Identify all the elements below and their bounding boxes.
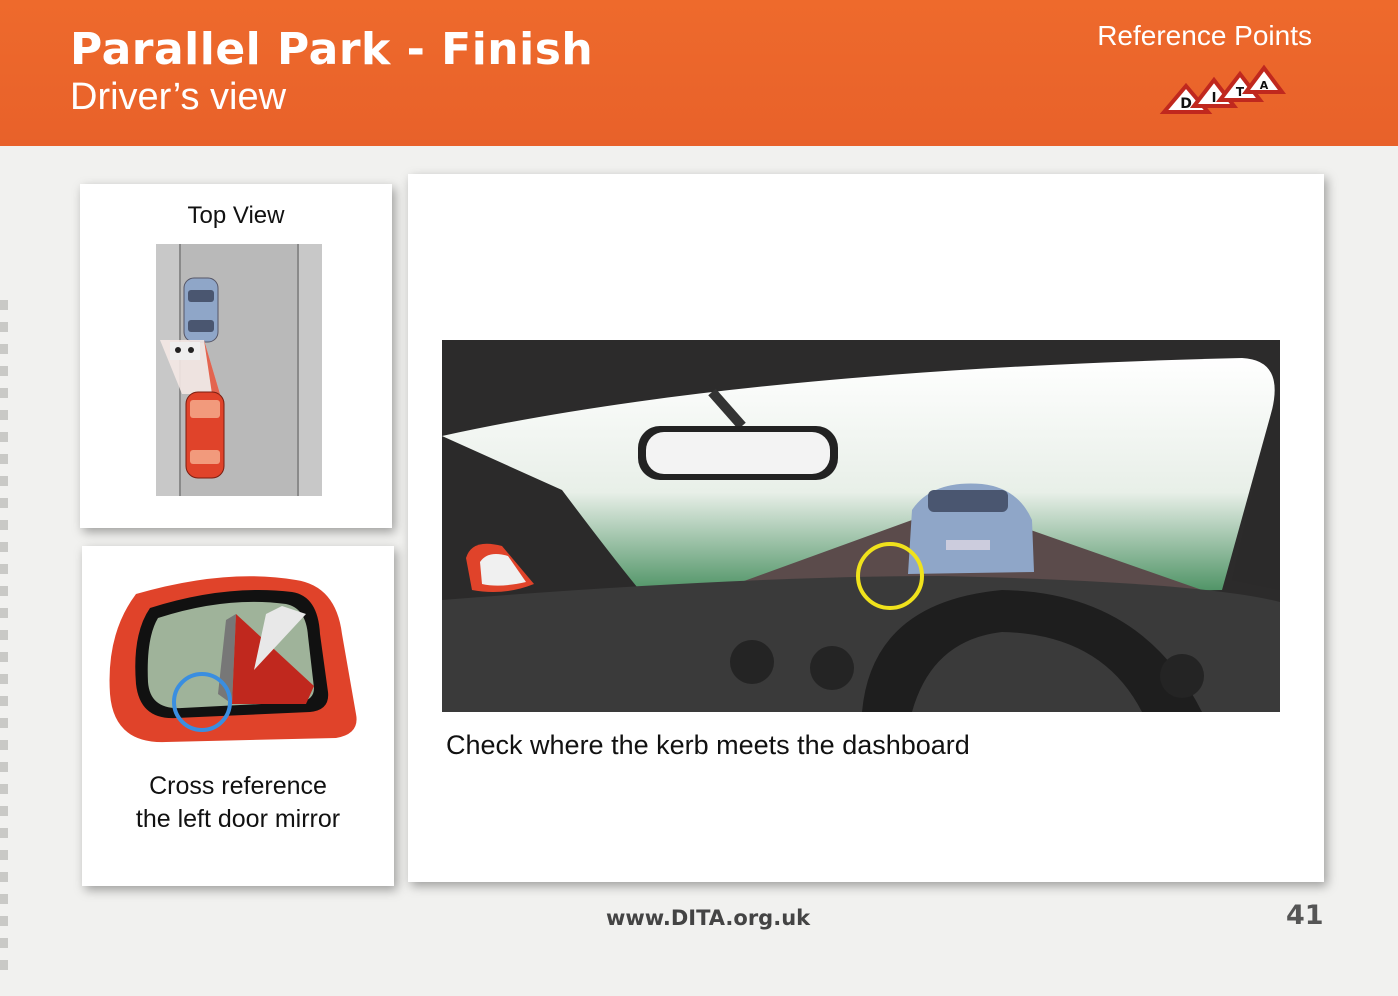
page-title: Parallel Park - Finish (70, 24, 594, 75)
svg-text:D: D (1180, 96, 1192, 112)
mirror-caption-line2: the left door mirror (135, 805, 341, 833)
footer-url[interactable]: www.DITA.org.uk (606, 906, 811, 930)
dita-logo (1156, 62, 1286, 118)
dita-logo-triangle-a (1246, 68, 1282, 92)
top-view-caption: Top View (187, 202, 285, 229)
svg-text:T: T (1235, 85, 1245, 99)
car-ahead (908, 484, 1034, 574)
mirror-panel (82, 546, 394, 886)
reversing-red-car (186, 392, 224, 478)
svg-text:I: I (1211, 91, 1217, 106)
parked-blue-car (184, 278, 218, 342)
svg-text:A: A (1259, 79, 1269, 92)
top-view-panel (80, 184, 392, 528)
spiral-binding (0, 300, 8, 980)
page-header (0, 0, 1398, 146)
driver-view-illustration (442, 340, 1280, 712)
mirror-caption-line1: Cross reference (149, 772, 327, 800)
page-subtitle: Driver’s view (70, 76, 287, 118)
top-view-illustration (156, 244, 322, 496)
driver-view-panel (408, 174, 1324, 882)
driver-view-caption: Check where the kerb meets the dashboard (446, 730, 970, 760)
door-mirror-illustration (106, 574, 362, 746)
mirror-caption (82, 770, 394, 836)
driver-face-icon (170, 342, 200, 360)
reference-points-label: Reference Points (1097, 20, 1312, 51)
page-number: 41 (1286, 900, 1324, 931)
